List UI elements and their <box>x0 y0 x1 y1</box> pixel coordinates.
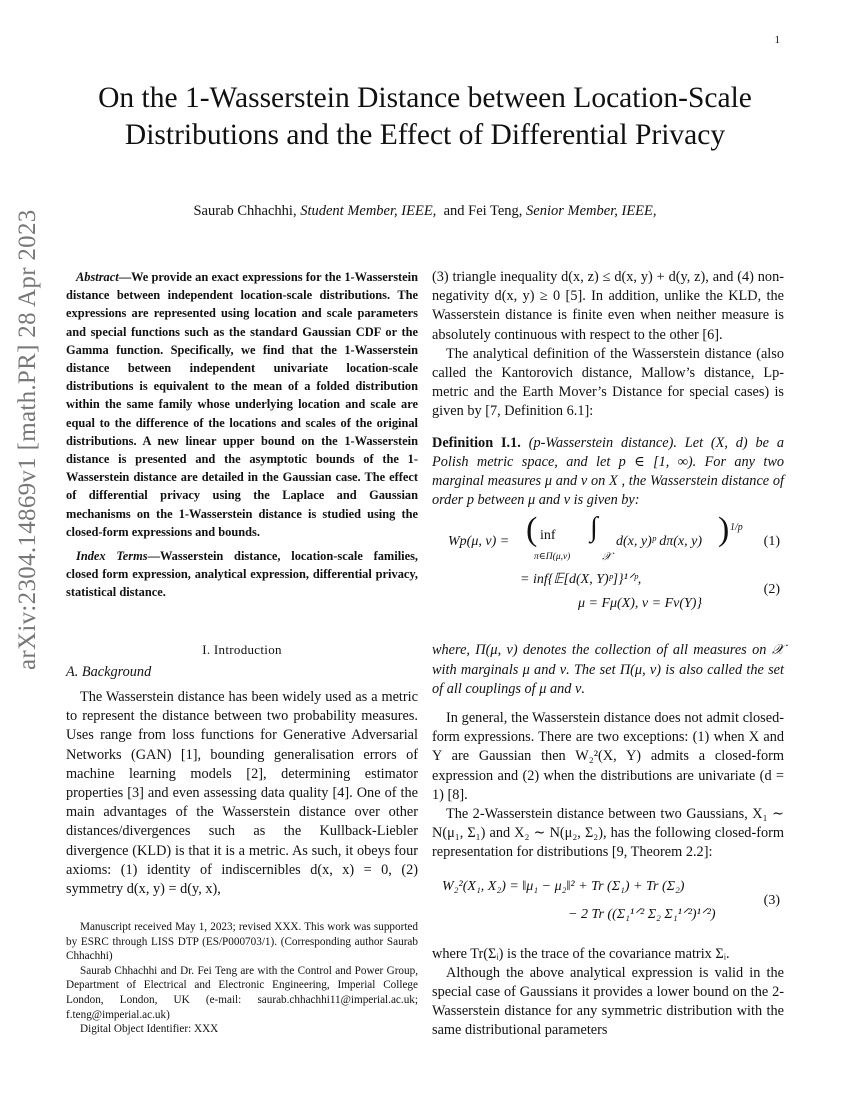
eq1-inf-subscript: π∈Π(μ,ν) <box>534 552 571 563</box>
eq1-domain: 𝒳 <box>602 551 612 564</box>
arxiv-identifier: arXiv:2304.14869v1 [math.PR] 28 Apr 2023 <box>14 209 41 670</box>
eq1-integrand: d(x, y)ᵖ dπ(x, y) <box>616 534 702 550</box>
page-number: 1 <box>774 34 780 46</box>
right-paragraph-5: where Tr(Σᵢ) is the trace of the covariance matrix Σᵢ. <box>432 945 730 962</box>
eq1-lhs: Wp(μ, ν) = <box>448 534 510 550</box>
equation-1-2 <box>432 511 784 633</box>
eq2-line-2: μ = Fμ(X), ν = Fν(Y)} <box>578 596 703 612</box>
right-paragraph-3: In general, the Wasserstein distance does not admit closed-form expressions. There are two exceptions: (1) when X and Y are Gaussian then W₂²(X, Y) admits a closed-form expression and (2) when the distributions are univariate (d = 1) [8]. <box>432 710 784 803</box>
eq1-paren-open: ( <box>526 511 538 549</box>
index-terms-text: —Wasserstein distance, location-scale families, closed form expression, analytical expression, differential privacy, statistical distance. <box>66 549 418 600</box>
eq3-line-2: − 2 Tr ((Σ₁¹ᐟ² Σ₂ Σ₁¹ᐟ²)¹ᐟ²) <box>568 906 716 922</box>
equation-3 <box>432 869 784 939</box>
footnotes <box>66 920 418 1037</box>
definition-label: Definition I.1. <box>432 434 521 451</box>
intro-paragraph: The Wasserstein distance has been widely used as a metric to represent the distance between two probability measures. Uses range from loss functions for Generative Adversarial Networks (GAN) [1], bounding generalisation errors of machine learning models [2], determining estimator properties [3] and even assessing data quality [4]. One of the main advantages of the Wasserstein distance over other distances/divergences such as the Kullback-Liebler divergence (KLD) is that it is a metric. As such, it obeys four axioms: (1) identity of indiscernibles d(x, x) = 0, (2) symmetry d(x, y) = d(y, x), <box>66 689 418 898</box>
definition-note: where, Π(μ, ν) denotes the collection of all measures on 𝒳 with marginals μ and ν. The set Π(μ, ν) is also called the set of all couplings of μ and ν. <box>432 642 784 697</box>
definition-text: Let (X, d) be a Polish metric space, and let p ∈ [1, ∞). For any two marginal measures μ and ν on X , the Wasserstein distance of order p between μ and ν is given by: <box>432 434 784 509</box>
paper-title: On the 1-Wasserstein Distance between Location-Scale Distributions and the Effect of Differential Privacy <box>98 82 752 151</box>
footnote-manuscript: Manuscript received May 1, 2023; revised XXX. This work was supported by ESRC through LISS DTP (ES/P000703/1). (Corresponding author Saurab Chhachhi) <box>66 921 418 963</box>
eq2-number: (2) <box>763 582 780 598</box>
eq1-number: (1) <box>763 534 780 550</box>
definition-name: (p-Wasserstein distance). <box>528 434 677 451</box>
section-heading-introduction: I. Introduction <box>202 641 282 657</box>
author-1-name: Saurab Chhachhi, <box>193 203 297 219</box>
right-column <box>432 268 784 1041</box>
right-paragraph-4: The 2-Wasserstein distance between two Gaussians, X₁ ∼ N(μ₁, Σ₁) and X₂ ∼ N(μ₂, Σ₂), has the following closed-form representation for distributions [9, Theorem 2.2]: <box>432 806 784 861</box>
author-line <box>90 203 760 220</box>
author-2-name: and Fei Teng, <box>443 203 523 219</box>
subsection-heading-background: A. Background <box>66 663 152 680</box>
author-1-role: Student Member, IEEE, <box>300 203 437 219</box>
right-paragraph-6: Although the above analytical expression is valid in the special case of Gaussians it provides a lower bound on the 2-Wasserstein distance for any symmetric distribution with the same distributional parameters <box>432 964 784 1039</box>
right-paragraph-2: The analytical definition of the Wasserstein distance (also called the Kantorovich distance, Mallow’s distance, Lp-metric and the Earth Mover’s Distance for special cases) is given by [7, Definition 6.1]: <box>432 345 784 420</box>
index-terms-lead: Index Terms <box>76 549 148 564</box>
abstract <box>66 268 418 541</box>
footnote-affiliation: Saurab Chhachhi and Dr. Fei Teng are with the Control and Power Group, Department of Electrical and Electronic Engineering, Imperial College London, London, UK (e-mail: saurab.chhachhi11@imperial.ac.uk; f.teng@imperial.ac.uk) <box>66 964 418 1021</box>
abstract-text: —We provide an exact expressions for the 1-Wasserstein distance between independent location-scale distributions. The expressions are represented using location and scale parameters and special functions such as the standard Gaussian CDF or the Gamma function. Specifically, we find that the 1-Wasserstein distance between independent univariate location-scale distributions is equivalent to the mean of a folded distribution within the same family whose underlying location and scale are equal to the difference of the locations and scales of the original distributions. A new linear upper bound on the 1-Wasserstein distance is presented and the asymptotic bounds of the 1-Wasserstein distance are detailed in the Gaussian case. The effect of differential privacy using the Laplace and Gaussian mechanisms on the 1-Wasserstein distance is studied using the closed-form expressions and bounds. <box>66 270 418 539</box>
abstract-lead: Abstract <box>76 270 119 284</box>
right-paragraph-1: (3) triangle inequality d(x, z) ≤ d(x, y) + d(y, z), and (4) non-negativity d(x, y) ≥ 0 [5]. In addition, unlike the KLD, the Wasserstein distance is finite even when neither measure is absolutely continuous with respect to the other [6]. <box>432 269 784 343</box>
eq2-line-1: = inf{𝔼[d(X, Y)ᵖ]}¹ᐟᵖ, <box>520 572 642 588</box>
definition-block <box>432 434 784 511</box>
eq1-exponent: 1/p <box>730 522 743 534</box>
eq3-line-1: W₂²(X₁, X₂) = ‖μ₁ − μ₂‖² + Tr (Σ₁) + Tr (Σ₂) <box>442 878 685 894</box>
eq1-integral: ∫ <box>590 512 598 544</box>
index-terms <box>66 547 418 602</box>
left-column <box>66 268 418 899</box>
eq3-number: (3) <box>763 892 780 908</box>
eq1-inf: inf <box>540 528 556 544</box>
eq1-paren-close: ) <box>718 511 730 549</box>
author-2-role: Senior Member, IEEE, <box>526 203 657 219</box>
footnote-doi: Digital Object Identifier: XXX <box>80 1023 219 1036</box>
